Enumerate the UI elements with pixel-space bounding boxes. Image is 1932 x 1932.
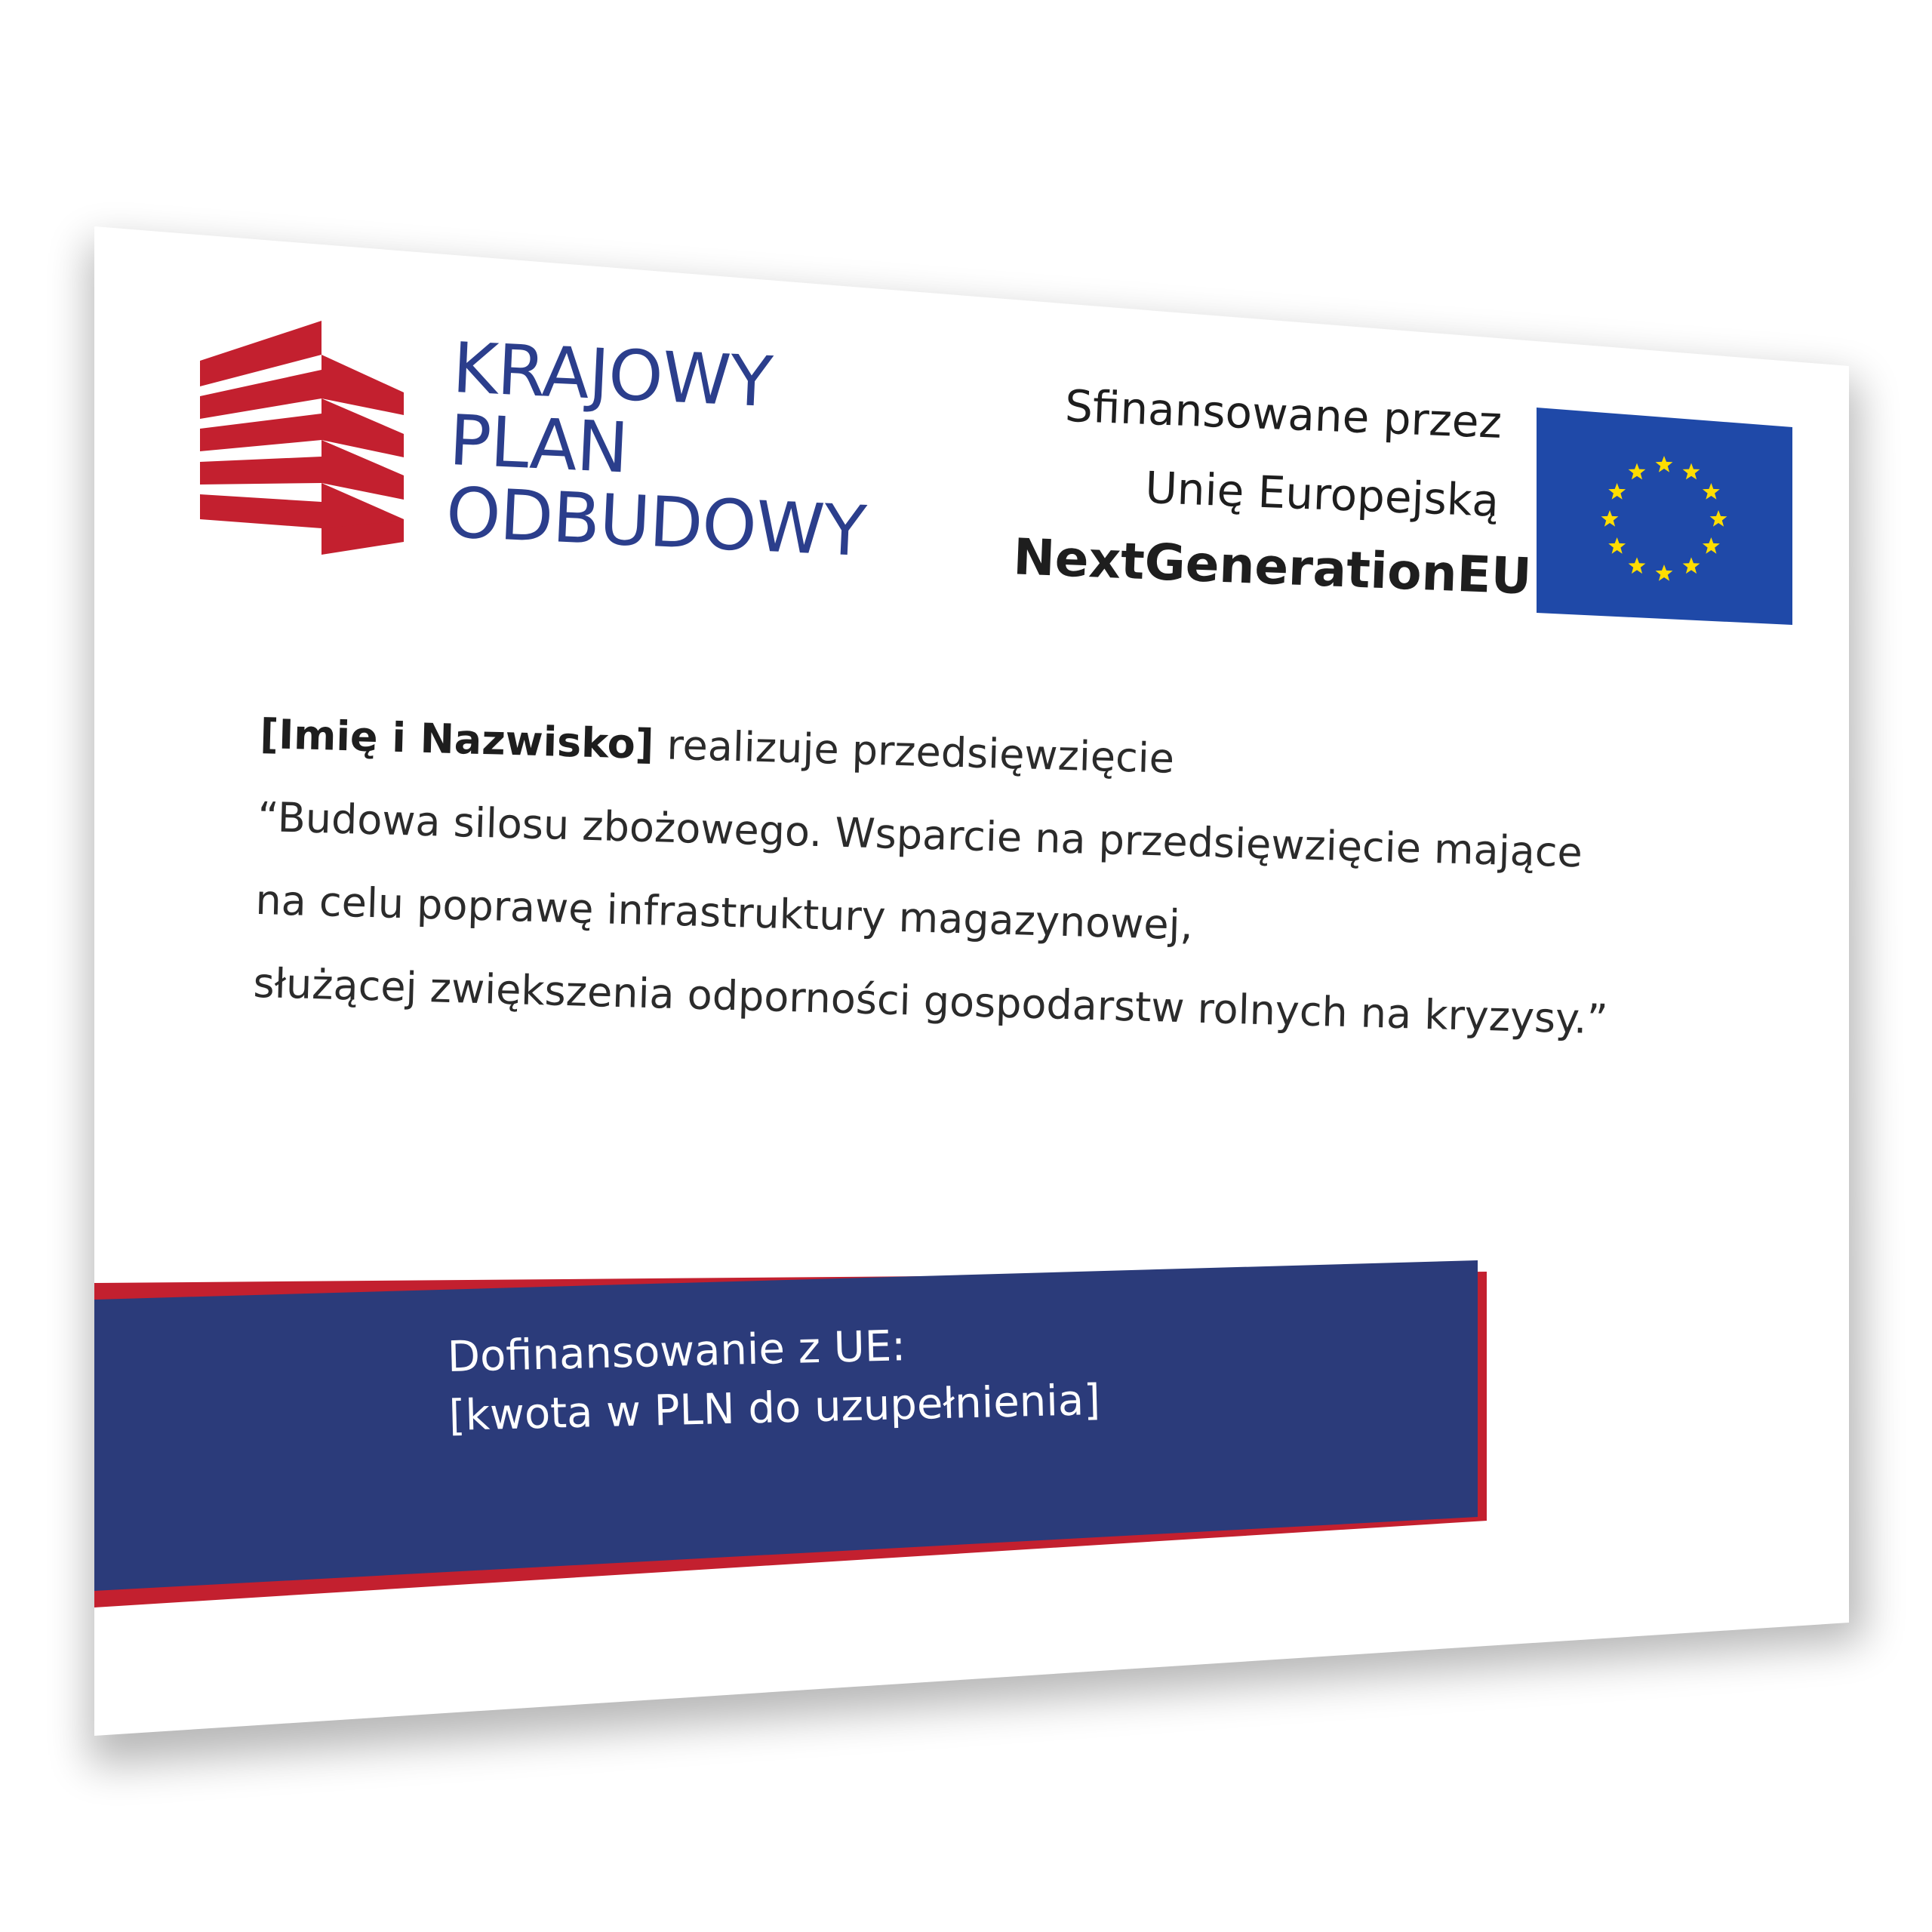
- eu-flag-icon: [1537, 408, 1792, 625]
- cofunding-label: Dofinansowanie z UE:: [447, 1321, 906, 1382]
- project-line-1: “Budowa silosu zbożowego. Wsparcie na przedsięwzięcie mające: [257, 792, 1583, 877]
- funding-line-3: NextGenerationEU: [1012, 528, 1533, 606]
- cofunding-amount: [kwota w PLN do uzupełnienia]: [448, 1375, 1101, 1441]
- intro-rest: realizuje przedsięwzięcie: [653, 721, 1175, 783]
- eu-funding-note: [1012, 365, 1533, 611]
- funding-line-1: Sfinansowane przez: [1063, 380, 1503, 448]
- logo-line-2: PLAN: [448, 399, 630, 489]
- project-description: [252, 693, 1616, 1061]
- kpo-logo-title: [444, 328, 874, 572]
- logo-line-1: KRAJOWY: [451, 328, 774, 423]
- project-line-3: służącej zwiększenia odporności gospodarstw rolnych na kryzysy.”: [252, 958, 1609, 1044]
- funding-line-2: Unię Europejską: [1144, 461, 1500, 527]
- logo-line-3: ODBUDOWY: [444, 472, 868, 572]
- name-placeholder: [Imię i Nazwisko]: [259, 709, 655, 769]
- cofunding-block: [447, 1312, 1101, 1446]
- project-line-2: na celu poprawę infrastruktury magazynowej,: [254, 875, 1194, 949]
